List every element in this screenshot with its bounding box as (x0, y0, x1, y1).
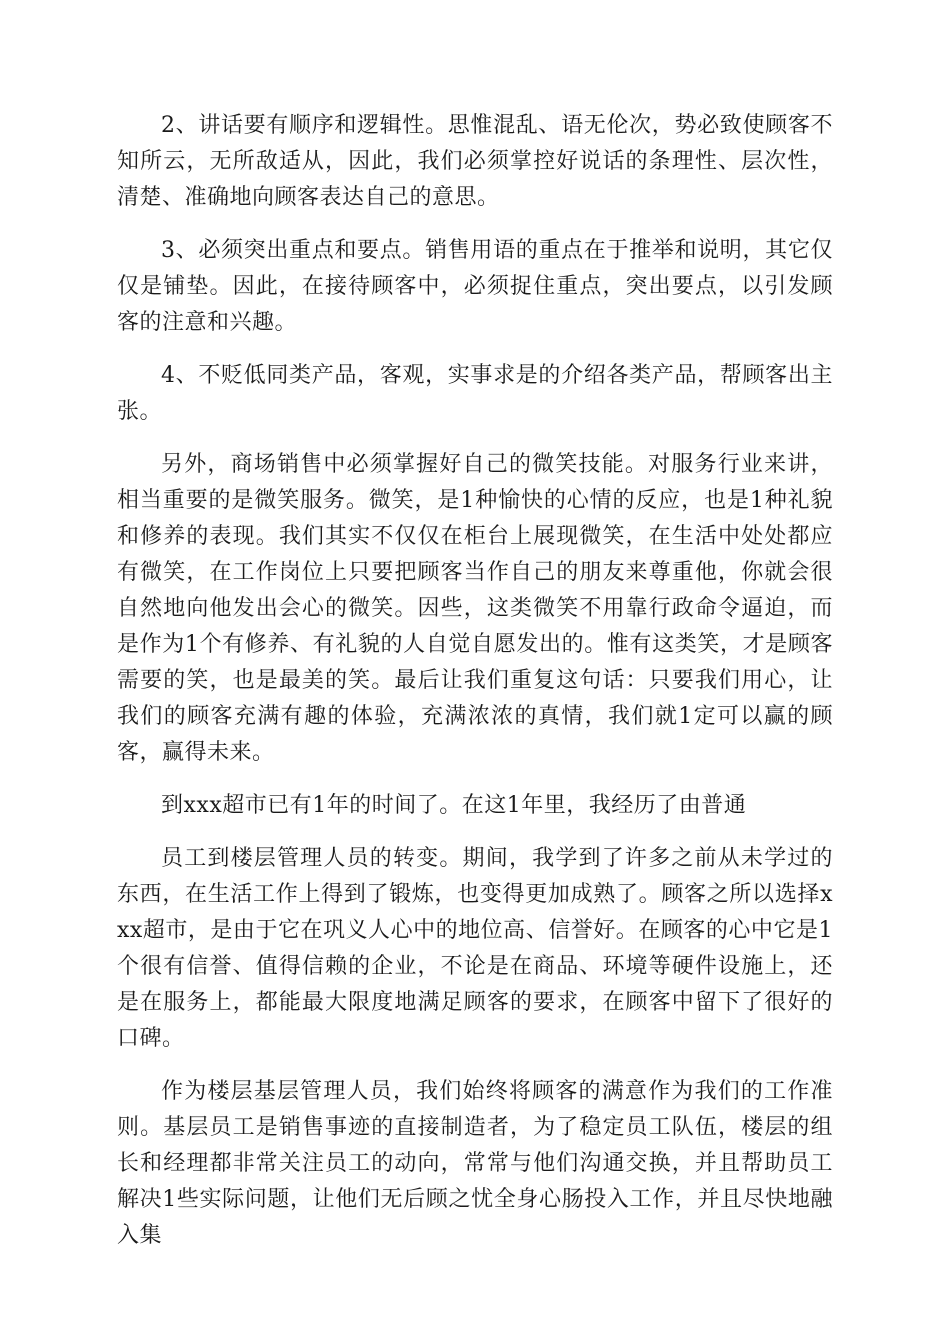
paragraph-ordered-speech: 2、讲话要有顺序和逻辑性。思惟混乱、语无伦次，势必致使顾客不知所云，无所敌适从，因此，我们必须掌控好说话的条理性、层次性，清楚、准确地向顾客表达自己的意思。 (117, 113, 833, 210)
document-page (117, 108, 833, 1271)
paragraph-no-disparaging: 4、不贬低同类产品，客观，实事求是的介绍各类产品，帮顾客出主张。 (117, 363, 833, 424)
paragraph-one-year-intro: 到xxx超市已有1年的时间了。在这1年里，我经历了由普通 (161, 793, 747, 818)
paragraph-staff-transition: 员工到楼层管理人员的转变。期间，我学到了许多之前从未学过的东西，在生活工作上得到了锻炼，也变得更加成熟了。顾客之所以选择xxx超市，是由于它在巩义人心中的地位高、信誉好。在顾客的心中它是1个很有信誉、值得信赖的企业，不论是在商品、环境等硬件设施上，还是在服务上，都能最大限度地满足顾客的要求，在顾客中留下了很好的口碑。 (117, 846, 833, 1051)
paragraph-floor-management: 作为楼层基层管理人员，我们始终将顾客的满意作为我们的工作准则。基层员工是销售事迹的直接制造者，为了稳定员工队伍，楼层的组长和经理都非常关注员工的动向，常常与他们沟通交换，并且帮助员工解决1些实际问题，让他们无后顾之忧全身心肠投入工作，并且尽快地融入集 (117, 1079, 833, 1248)
paragraph-key-points: 3、必须突出重点和要点。销售用语的重点在于推举和说明，其它仅仅是铺垫。因此，在接待顾客中，必须捉住重点，突出要点，以引发顾客的注意和兴趣。 (117, 238, 833, 335)
paragraph-smile-service: 另外，商场销售中必须掌握好自己的微笑技能。对服务行业来讲，相当重要的是微笑服务。微笑，是1种愉快的心情的反应，也是1种礼貌和修养的表现。我们其实不仅仅在柜台上展现微笑，在生活中处处都应有微笑，在工作岗位上只要把顾客当作自己的朋友来尊重他，你就会很自然地向他发出会心的微笑。因些，这类微笑不用靠行政命令逼迫，而是作为1个有修养、有礼貌的人自觉自愿发出的。惟有这类笑，才是顾客需要的笑，也是最美的笑。最后让我们重复这句话：只要我们用心，让我们的顾客充满有趣的体验，充满浓浓的真情，我们就1定可以赢的顾客，赢得未来。 (117, 452, 833, 765)
